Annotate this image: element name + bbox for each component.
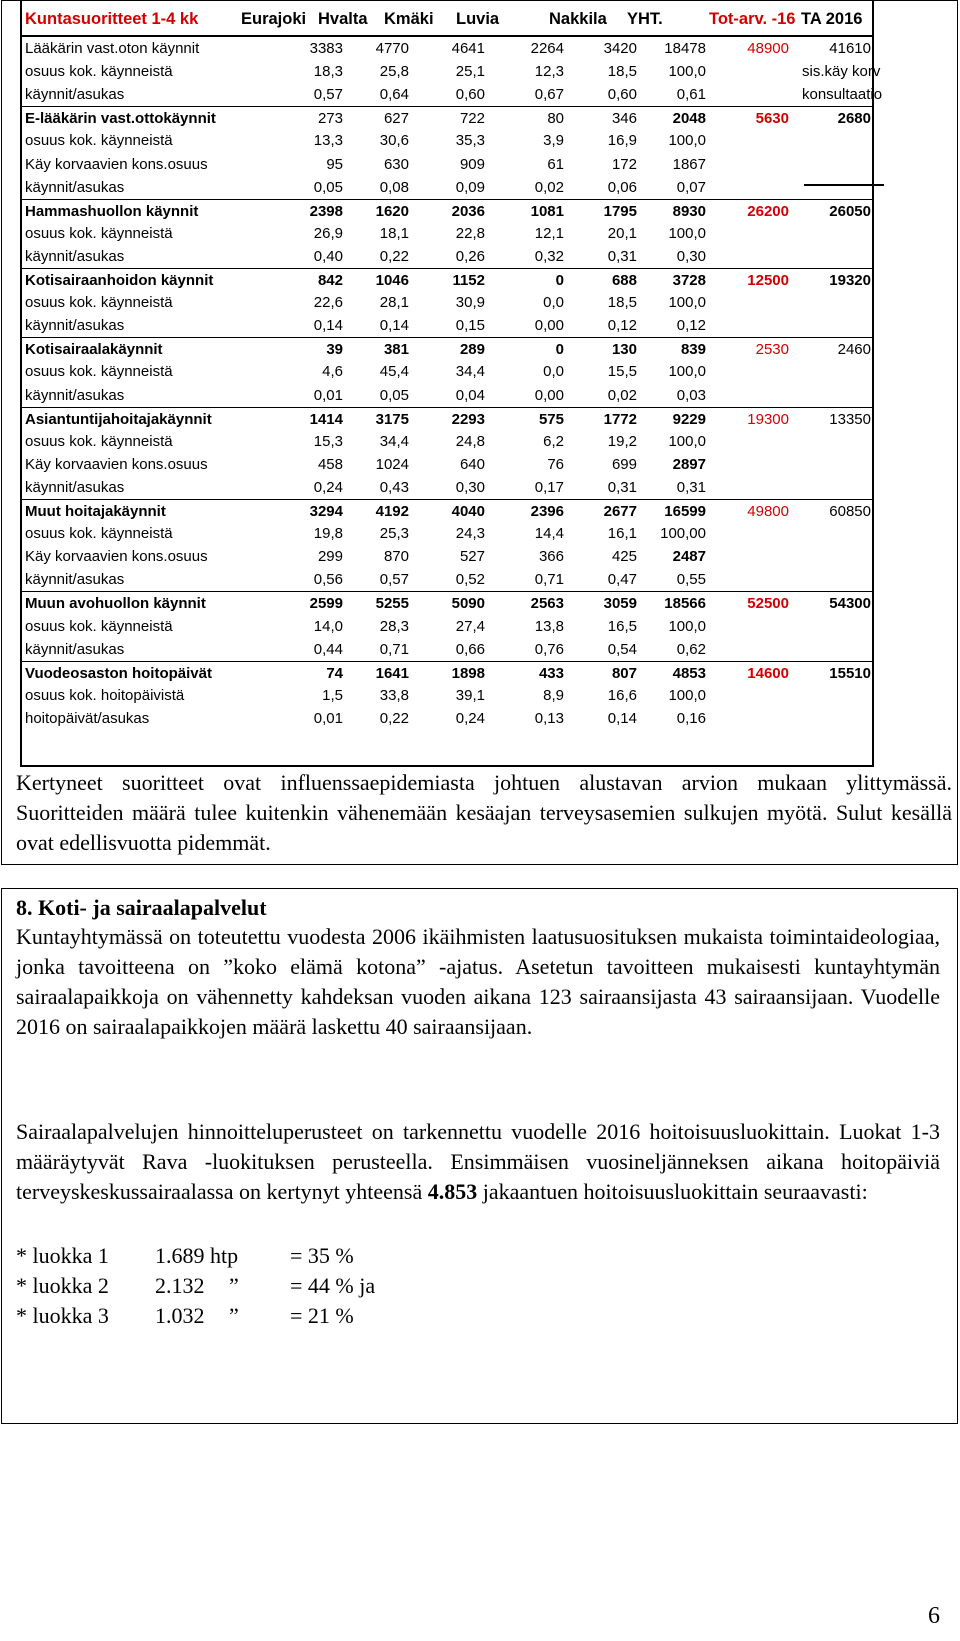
paragraph-kuntayhtyma: Kuntayhtymässä on toteutettu vuodesta 2006 ikäihmisten laatusuosituksen mukaista toimintaideologiaa, jonka tavoitteena on ”koko elämä kotona” -ajatus. Asetetun tavoitteen mukaisesti kuntayhtymän sairaalapaikkoja on vähennetty kahdeksan vuoden aikana 123 sairaansijasta 43 sairaansijaan. Vuodelle 2016 on sairaalapaikkojen määrä laskettu 40 sairaansijaan. [16,924,940,1039]
cell-value: 366 [538,548,564,566]
cell-value: 39,1 [455,686,485,704]
cell-value: 0,54 [607,640,637,658]
cell-value: 0,55 [676,571,706,589]
list-share: = 44 % ja [290,1273,376,1298]
cell-value: 699 [611,455,637,473]
cell-value: 1414 [309,410,343,428]
cell-value: 299 [317,548,343,566]
cell-value: 19,2 [607,432,637,450]
cell-value: 909 [459,155,485,173]
cell-value: 2264 [530,40,564,57]
row-label: käynnit/asukas [25,86,125,104]
cell-value: 33,8 [379,686,409,704]
cell-value: 12,3 [534,63,564,81]
cell-value: 100,0 [668,686,706,704]
row-label: käynnit/asukas [25,640,125,658]
cell-tot-arv: 14600 [747,664,789,682]
cell-value: 273 [317,110,343,128]
cell-value: 807 [611,664,637,682]
cell-value: 0,47 [607,571,637,589]
cell-value: 2487 [672,548,706,566]
cell-value: 0,0 [543,363,564,381]
cell-value: 0,16 [676,709,706,727]
cell-value: 4040 [451,503,485,520]
row-label: käynnit/asukas [25,247,125,265]
cell-value: 433 [538,664,564,682]
cell-value: 0,57 [379,571,409,589]
cell-ta-2016: 13350 [829,410,871,428]
cell-value: 39 [326,341,343,359]
cell-value: 16,9 [607,132,637,150]
cell-tot-arv: 49800 [747,503,789,520]
cell-value: 2398 [309,202,343,220]
cell-value: 22,6 [313,294,343,312]
cell-value: 0,60 [455,86,485,104]
table-section-row [22,661,874,686]
cell-value: 20,1 [607,224,637,242]
cell-value: 30,9 [455,294,485,312]
cell-value: 13,8 [534,617,564,635]
cell-tot-arv: 19300 [747,410,789,428]
cell-value: 3294 [309,503,343,520]
cell-value: 0,71 [379,640,409,658]
cell-value: 5255 [375,595,409,613]
table-row [22,684,874,708]
row-label: Muun avohuollon käynnit [25,595,206,613]
table-row [22,176,874,200]
table-row [22,476,874,500]
paragraph-text: Sairaalapalvelujen hinnoitteluperusteet on tarkennettu vuodelle 2016 hoitoisuusluokittain. Luokat 1-3 määräytyvät Rava -luokituksen perusteella. Ensimmäisen vuosineljänneksen aikana hoitopäiviä terveyskeskussairaalassa on kertynyt yhteensä [16,1119,940,1204]
table-section-row [22,407,874,432]
cell-value: 346 [611,110,637,128]
cell-value: 95 [326,155,343,173]
table-row [22,638,874,662]
cell-value: 100,0 [668,224,706,242]
cell-value: 18,3 [313,63,343,81]
cell-value: 0,30 [676,247,706,265]
cell-value: 12,1 [534,224,564,242]
cell-value: 16599 [664,503,706,520]
table-row [22,707,874,731]
page-number: 6 [928,1603,940,1629]
table-row [22,129,874,153]
table-row [22,568,874,592]
cell-value: 0,52 [455,571,485,589]
cell-value: 13,3 [313,132,343,150]
cell-value: 0,15 [455,317,485,335]
cell-ta-2016: 2460 [837,341,871,359]
header-eurajoki: Eurajoki [241,10,307,28]
cell-value: 1898 [451,664,485,682]
cell-value: 4,6 [322,363,343,381]
cell-value: 0,31 [607,478,637,496]
row-label: osuus kok. käynneistä [25,432,173,450]
cell-value: 18,5 [607,294,637,312]
cell-value: 18,1 [379,224,409,242]
cell-value: 3728 [672,272,706,289]
table-section-row [22,199,874,224]
table-row [22,615,874,639]
cell-value: 0,30 [455,478,485,496]
row-label: käynnit/asukas [25,478,125,496]
table-section-row [22,37,874,61]
cell-value: 627 [383,110,409,128]
paragraph-hinnoittelu [16,1117,940,1207]
table-row [22,245,874,269]
cell-value: 100,0 [668,432,706,450]
row-label: Lääkärin vast.oton käynnit [25,40,200,57]
header-kmaki: Kmäki [384,10,434,28]
cell-value: 0,02 [534,178,564,196]
cell-value: 0,12 [607,317,637,335]
header-tot-arv: Tot-arv. -16 [709,10,796,28]
cell-value: 100,0 [668,63,706,81]
cell-value: 0,56 [313,571,343,589]
cell-value: 0,31 [607,247,637,265]
cell-value: 2293 [451,410,485,428]
cell-ta-2016: 19320 [829,272,871,289]
cell-value: 1024 [375,455,409,473]
cell-value: 30,6 [379,132,409,150]
list-item [16,1271,516,1301]
cell-value: 575 [538,410,564,428]
table-row [22,291,874,315]
cell-value: 0,71 [534,571,564,589]
table-row [22,153,874,177]
row-label: osuus kok. käynneistä [25,363,173,381]
cell-value: 24,3 [455,525,485,543]
table-row [22,430,874,454]
cell-value: 0,60 [607,86,637,104]
cell-value: 2677 [603,503,637,520]
cell-value: 1081 [530,202,564,220]
list-days: 1.032 [155,1303,205,1328]
cell-value: 0,06 [607,178,637,196]
list-item [16,1301,516,1331]
table-section-row [22,268,874,293]
list-ditto: ” [229,1303,239,1328]
cell-value: 22,8 [455,224,485,242]
cell-value: 1772 [603,410,637,428]
row-label: käynnit/asukas [25,571,125,589]
cell-value: 381 [383,341,409,359]
table-divider-line [804,184,884,186]
cell-value: 18478 [664,40,706,57]
row-label: käynnit/asukas [25,386,125,404]
cell-value: 0,61 [676,86,706,104]
list-share: = 21 % [290,1303,354,1328]
cell-value: 28,1 [379,294,409,312]
cell-value: 0,09 [455,178,485,196]
cell-value: 0,01 [313,386,343,404]
cell-value: 4853 [672,664,706,682]
list-item [16,1241,516,1271]
cell-ta-2016: 2680 [837,110,871,128]
header-yht: YHT. [627,10,663,28]
cell-value: 1,5 [322,686,343,704]
cell-value: 25,3 [379,525,409,543]
cell-value: 14,4 [534,525,564,543]
list-days: 2.132 [155,1273,205,1298]
row-label: Käy korvaavien kons.osuus [25,155,208,173]
cell-value: 3383 [309,40,343,57]
cell-value: 76 [547,455,564,473]
row-label: osuus kok. käynneistä [25,224,173,242]
cell-value: 0,24 [455,709,485,727]
cell-value: 100,0 [668,617,706,635]
cell-value: 6,2 [543,432,564,450]
cell-value: 0,26 [455,247,485,265]
cell-value: 0,0 [543,294,564,312]
header-title: Kuntasuoritteet 1-4 kk [25,10,199,28]
cell-value: 28,3 [379,617,409,635]
cell-value: 2396 [530,503,564,520]
cell-value: 9229 [672,410,706,428]
cell-value: 5090 [451,595,485,613]
header-ta-2016: TA 2016 [801,10,863,28]
table-row [22,545,874,569]
cell-value: 0,44 [313,640,343,658]
cell-ta-2016: 15510 [829,664,871,682]
cell-note: konsultaatio [802,86,883,104]
cell-value: 0,07 [676,178,706,196]
cell-value: 688 [611,272,637,289]
cell-value: 34,4 [455,363,485,381]
cell-value: 100,0 [668,363,706,381]
table-section-row [22,591,874,616]
cell-value: 0,03 [676,386,706,404]
row-label: E-lääkärin vast.ottokäynnit [25,110,216,128]
table-row [22,60,881,84]
table-section-row [22,337,874,362]
row-label: osuus kok. käynneistä [25,617,173,635]
cell-value: 0,43 [379,478,409,496]
cell-value: 16,1 [607,525,637,543]
cell-value: 0,24 [313,478,343,496]
cell-value: 19,8 [313,525,343,543]
row-label: Hammashuollon käynnit [25,202,199,220]
cell-tot-arv: 52500 [747,595,789,613]
header-nakkila: Nakkila [549,10,607,28]
table-row [22,453,874,477]
cell-value: 0,57 [313,86,343,104]
cell-value: 172 [611,155,637,173]
cell-value: 0,04 [455,386,485,404]
list-class: * luokka 2 [16,1273,109,1298]
cell-note: sis.käy korv [802,63,881,81]
cell-value: 100,0 [668,294,706,312]
cell-value: 35,3 [455,132,485,150]
row-label: Käy korvaavien kons.osuus [25,548,208,566]
table-row [22,384,874,408]
cell-value: 3,9 [543,132,564,150]
header-hvalta: Hvalta [318,10,368,28]
cell-value: 0,76 [534,640,564,658]
row-label: Vuodeosaston hoitopäivät [25,664,212,682]
cell-value: 80 [547,110,564,128]
cell-value: 8,9 [543,686,564,704]
cell-value: 0,40 [313,247,343,265]
table-row [22,222,874,246]
list-ditto: ” [229,1273,239,1298]
cell-value: 0,01 [313,709,343,727]
table-row [22,360,874,384]
cell-value: 0,31 [676,478,706,496]
cell-value: 0,22 [379,247,409,265]
row-label: hoitopäivät/asukas [25,709,150,727]
cell-value: 1867 [672,155,706,173]
table-section-row [22,106,874,131]
cell-value: 722 [459,110,485,128]
row-label: osuus kok. käynneistä [25,132,173,150]
section-heading: 8. Koti- ja sairaalapalvelut [16,895,267,920]
cell-tot-arv: 48900 [747,40,789,57]
cell-ta-2016: 60850 [829,503,871,520]
cell-value: 0 [555,272,564,289]
cell-value: 425 [611,548,637,566]
row-label: osuus kok. käynneistä [25,525,173,543]
row-label: käynnit/asukas [25,317,125,335]
cell-value: 18566 [664,595,706,613]
list-days: 1.689 htp [155,1243,239,1268]
cell-value: 842 [317,272,343,289]
row-label: Kotisairaalakäynnit [25,341,163,359]
row-label: osuus kok. käynneistä [25,63,173,81]
cell-value: 0,14 [313,317,343,335]
cell-value: 18,5 [607,63,637,81]
cell-value: 870 [383,548,409,566]
cell-value: 4770 [375,40,409,57]
cell-value: 839 [680,341,706,359]
cell-value: 4192 [375,503,409,520]
cell-value: 4641 [451,40,485,57]
cell-value: 25,1 [455,63,485,81]
table-row [22,314,874,338]
cell-tot-arv: 12500 [747,272,789,289]
cell-value: 0,66 [455,640,485,658]
cell-value: 0,22 [379,709,409,727]
paragraph-suoritteet: Kertyneet suoritteet ovat influenssaepidemiasta johtuen alustavan arvion mukaan ylittymässä. Suoritteiden määrä tulee kuitenkin vähenemään kesäajan terveysasemien sulkujen myötä. Sulut kesällä ovat edellisvuotta pidemmät. [16,770,952,855]
cell-value: 0,02 [607,386,637,404]
cell-value: 0,14 [607,709,637,727]
cell-value: 3420 [603,40,637,57]
cell-value: 0,17 [534,478,564,496]
cell-value: 34,4 [379,432,409,450]
row-label: Muut hoitajakäynnit [25,503,166,520]
cell-value: 1641 [375,664,409,682]
cell-value: 74 [326,664,343,682]
list-class: * luokka 1 [16,1243,109,1268]
cell-ta-2016: 26050 [829,202,871,220]
cell-value: 0,13 [534,709,564,727]
table-row [22,522,874,546]
cell-value: 527 [459,548,485,566]
cell-ta-2016: 41610 [829,40,871,57]
cell-value: 2599 [309,595,343,613]
cell-value: 0,00 [534,317,564,335]
cell-value: 16,6 [607,686,637,704]
kuntasuoritteet-table [20,1,883,767]
cell-value: 0,00 [534,386,564,404]
cell-value: 15,5 [607,363,637,381]
cell-value: 16,5 [607,617,637,635]
cell-tot-arv: 26200 [747,202,789,220]
cell-value: 61 [547,155,564,173]
cell-value: 15,3 [313,432,343,450]
table-section-row [22,499,874,524]
cell-value: 640 [459,455,485,473]
cell-value: 0,62 [676,640,706,658]
cell-value: 3059 [603,595,637,613]
cell-value: 1795 [603,202,637,220]
cell-value: 630 [383,155,409,173]
cell-tot-arv: 2530 [755,341,789,359]
cell-value: 1152 [452,272,485,289]
cell-value: 8930 [672,202,706,220]
cell-value: 0,67 [534,86,564,104]
header-luvia: Luvia [456,10,500,28]
cell-value: 2897 [672,455,706,473]
cell-value: 27,4 [455,617,485,635]
list-share: = 35 % [290,1243,354,1268]
cell-value: 1046 [375,272,409,289]
cell-value: 0,05 [313,178,343,196]
cell-value: 2048 [672,110,706,128]
row-label: Kotisairaanhoidon käynnit [25,272,214,289]
total-hoitopaivat: 4.853 [427,1179,478,1204]
cell-value: 2036 [451,202,485,220]
cell-value: 3175 [375,410,409,428]
cell-ta-2016: 54300 [829,595,871,613]
cell-value: 0,14 [379,317,409,335]
cell-value: 458 [317,455,343,473]
cell-value: 0,08 [379,178,409,196]
cell-value: 0,32 [534,247,564,265]
cell-value: 0 [555,341,564,359]
section-8-box [1,888,958,1424]
table-header [22,1,874,37]
cell-value: 25,8 [379,63,409,81]
cell-value: 14,0 [313,617,343,635]
row-label: osuus kok. hoitopäivistä [25,686,185,704]
cell-value: 26,9 [313,224,343,242]
cell-value: 100,0 [668,132,706,150]
table-row [22,83,883,107]
cell-value: 24,8 [455,432,485,450]
cell-value: 289 [459,341,485,359]
row-label: käynnit/asukas [25,178,125,196]
cell-value: 0,12 [676,317,706,335]
row-label: Käy korvaavien kons.osuus [25,455,208,473]
cell-value: 0,05 [379,386,409,404]
cell-value: 0,64 [379,86,409,104]
cell-value: 100,00 [660,525,706,543]
paragraph-text-end: jakaantuen hoitoisuusluokittain seuraavasti: [477,1179,868,1204]
cell-tot-arv: 5630 [755,110,789,128]
cell-value: 130 [611,341,637,359]
cell-value: 2563 [530,595,564,613]
table-section [1,0,958,865]
row-label: Asiantuntijahoitajakäynnit [25,410,212,428]
row-label: osuus kok. käynneistä [25,294,173,312]
cell-value: 1620 [375,202,409,220]
list-class: * luokka 3 [16,1303,109,1328]
cell-value: 45,4 [379,363,409,381]
